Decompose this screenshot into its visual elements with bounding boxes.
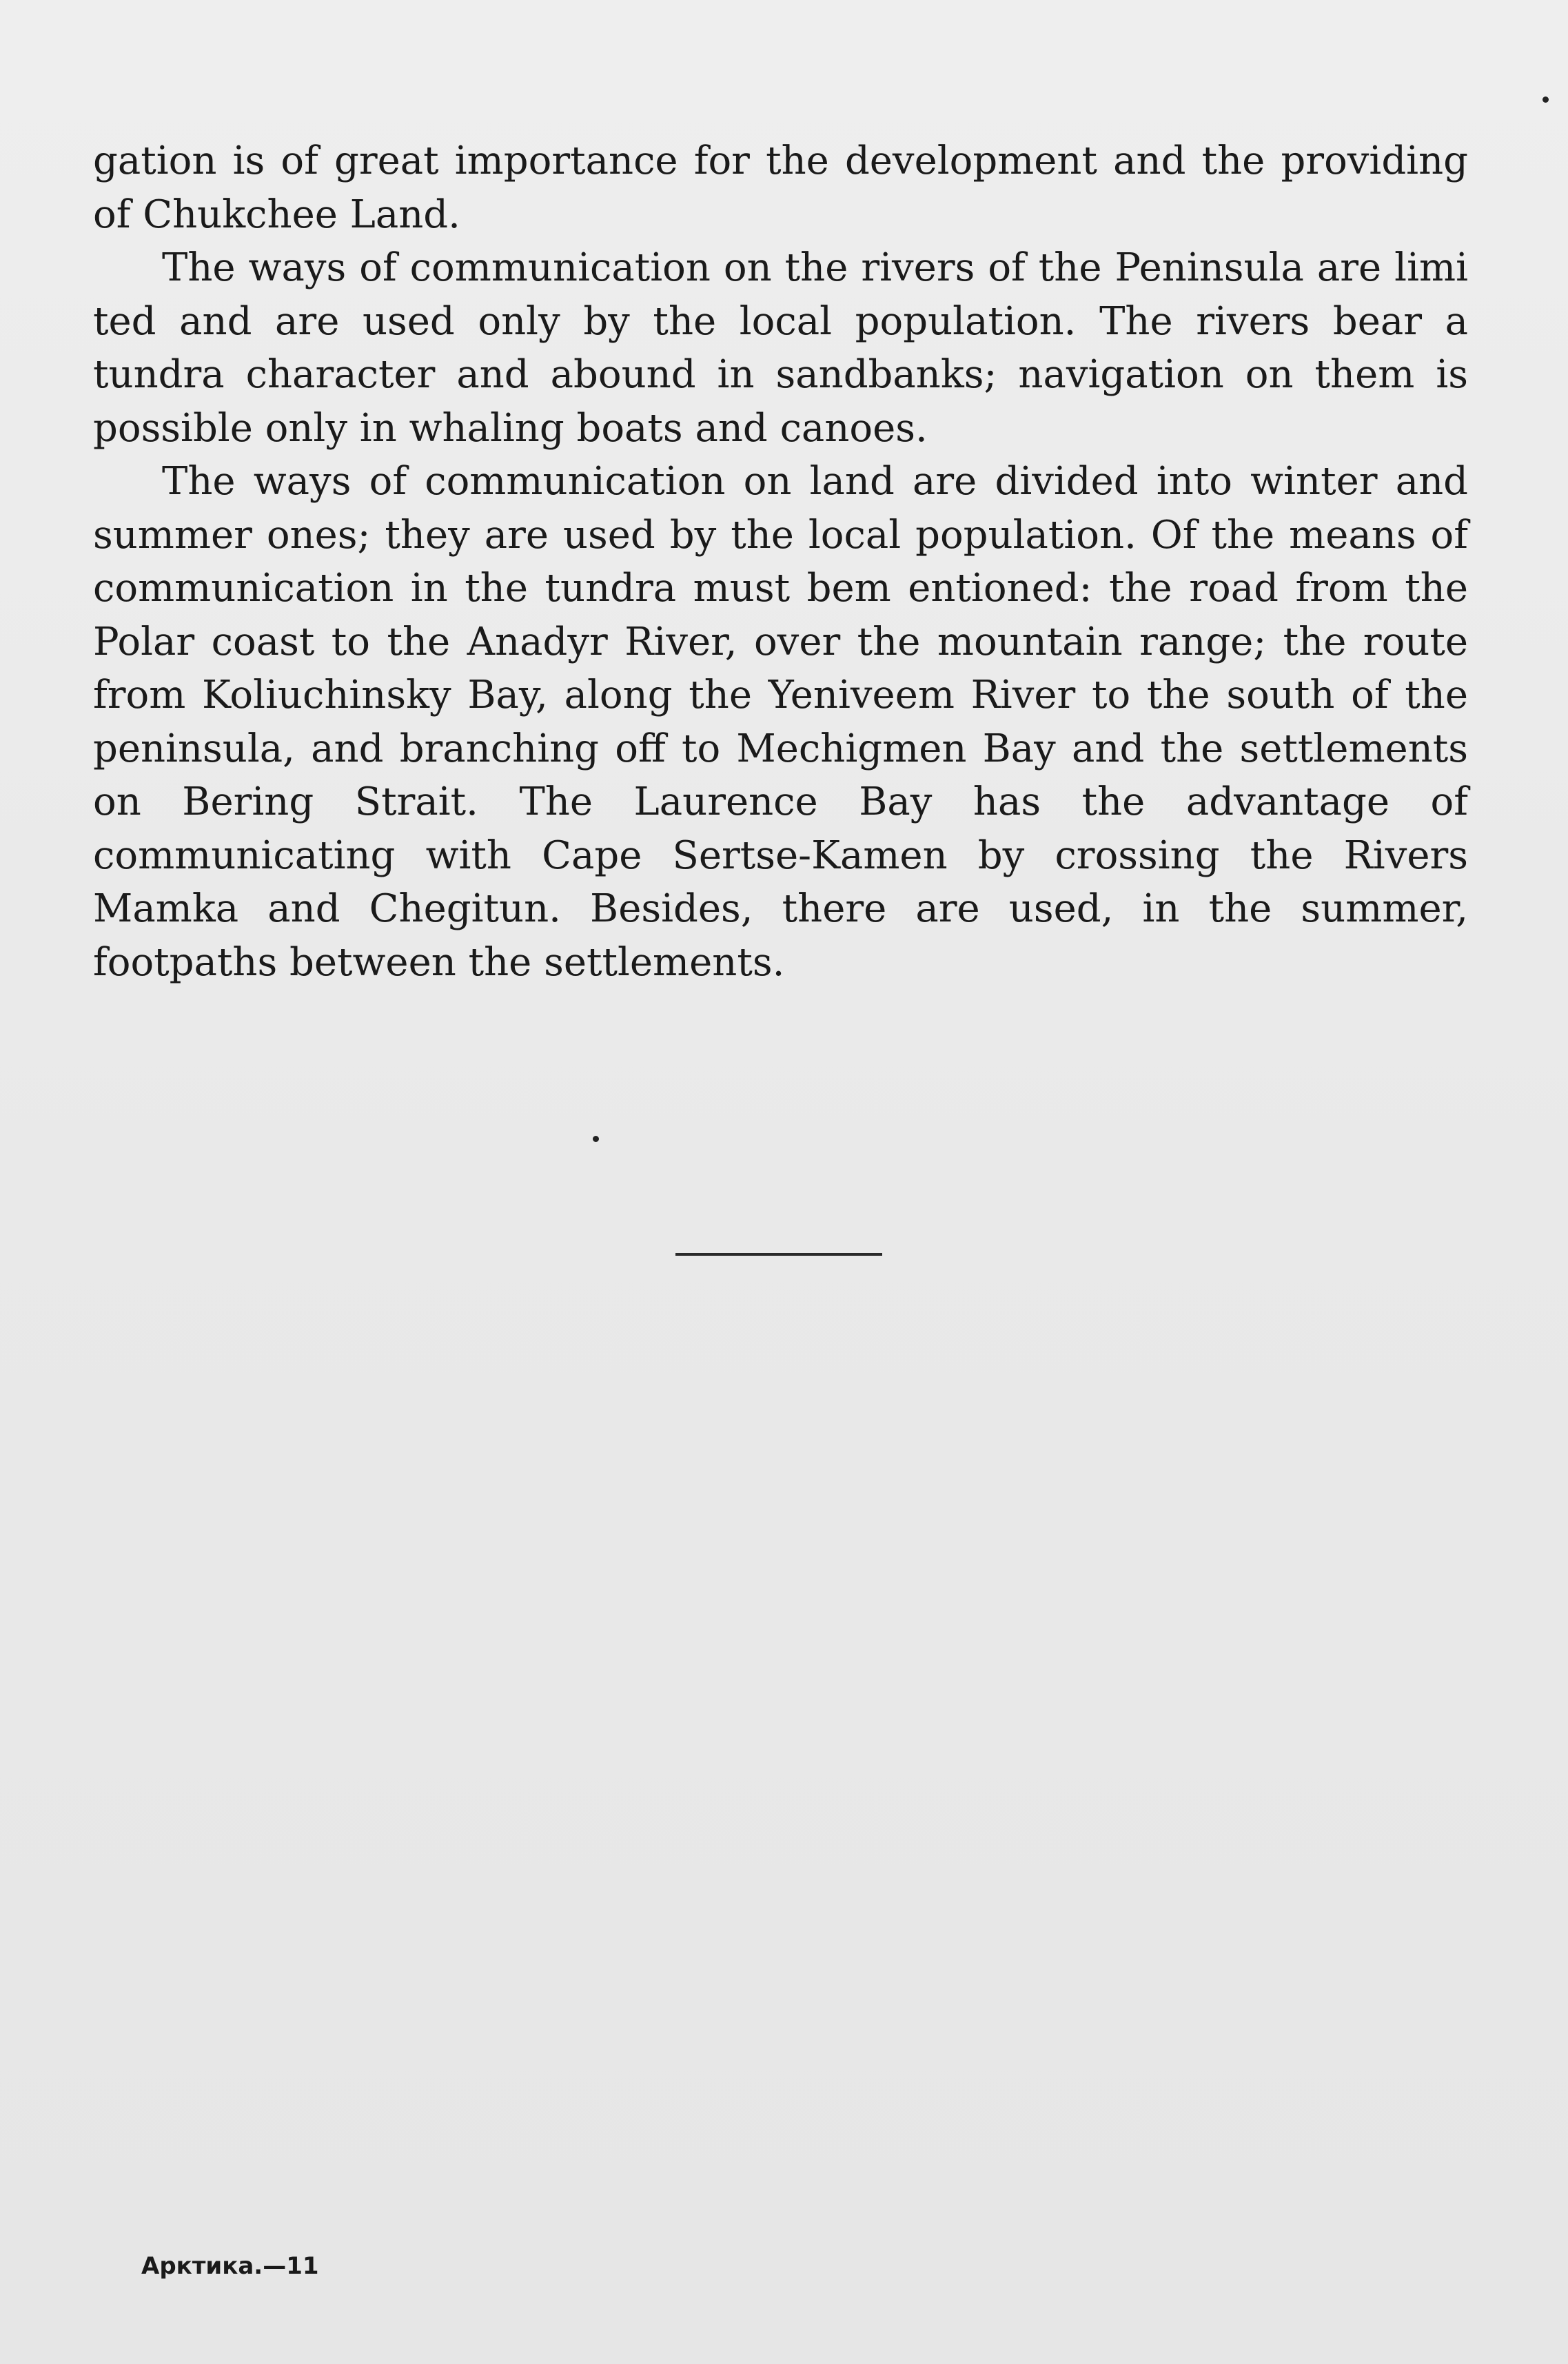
section-divider <box>675 1253 882 1256</box>
paragraph-rivers: The ways of communication on the rivers of the Peninsula are limi ted and are used only by the local population. The rivers bear a tundra character and abound in sandbanks; navigation on them is possible only in whaling boats and canoes. <box>93 245 1468 451</box>
body-text <box>93 134 1468 989</box>
paragraph-land: The ways of communication on land are divided into winter and summer ones; they are used by the local population. Of the means of communication in the tundra must bem entioned: the road from the Polar coast to the Anadyr River, over the mountain range; the route from Koliuchinsky Bay, along the Yeniveem River to the south of the peninsula, and branching off to Mechigmen Bay and the settlements on Bering Strait. The Laurence Bay has the advantage of communicating with Cape Sertse-Kamen by crossing the Rivers Mamka and Chegitun. Besides, there are used, in the summer, footpaths between the settlements. <box>93 459 1468 985</box>
paragraph-continuation: gation is of great importance for the development and the providing of Chukchee Land. <box>93 139 1468 237</box>
printer-signature: Арктика.—11 <box>141 2252 319 2280</box>
print-speck <box>593 1136 599 1142</box>
print-speck <box>1542 96 1549 103</box>
